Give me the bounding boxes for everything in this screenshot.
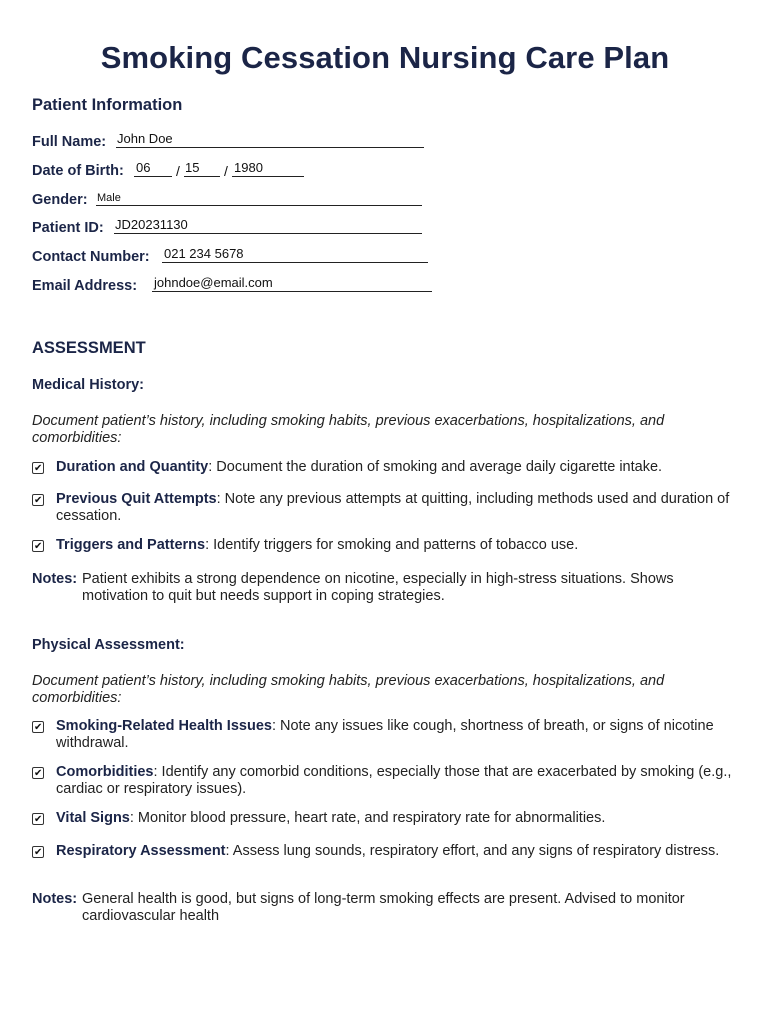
dob-day-line bbox=[184, 176, 220, 177]
physical-assessment-item[interactable] bbox=[32, 764, 732, 798]
physical-assessment-item[interactable] bbox=[32, 843, 732, 860]
patient-id-value[interactable]: JD20231130 bbox=[115, 217, 188, 232]
medical-history-notes[interactable] bbox=[32, 571, 742, 605]
medical-history-intro: Document patient’s history, including smoking habits, previous exacerbations, hospitalizations, and comorbidities: bbox=[32, 413, 665, 446]
dob-separator: / bbox=[176, 163, 180, 179]
full-name-field[interactable] bbox=[32, 128, 432, 150]
checkbox-checked-icon[interactable] bbox=[32, 462, 44, 474]
dob-month-line bbox=[134, 176, 172, 177]
page-title: Smoking Cessation Nursing Care Plan bbox=[100, 40, 670, 75]
dob-day-value[interactable]: 15 bbox=[185, 160, 200, 175]
checkbox-checked-icon[interactable] bbox=[32, 846, 44, 858]
checkbox-checked-icon[interactable] bbox=[32, 494, 44, 506]
contact-number-line bbox=[162, 262, 428, 263]
physical-assessment-intro: Document patient’s history, including smoking habits, previous exacerbations, hospitalizations, and comorbidities: bbox=[32, 673, 665, 706]
full-name-line bbox=[116, 147, 424, 148]
gender-field[interactable] bbox=[32, 186, 432, 208]
notes-text[interactable]: Patient exhibits a strong dependence on nicotine, especially in high-stress situations. Shows motivation to quit but needs support in coping strategies. bbox=[82, 571, 674, 604]
item-text: Comorbidities: Identify any comorbid conditions, especially those that are exacerbated by smoking (e.g., cardiac or respiratory issues). bbox=[56, 764, 732, 797]
medical-history-item[interactable] bbox=[32, 537, 732, 554]
checkbox-checked-icon[interactable] bbox=[32, 540, 44, 552]
item-text: Triggers and Patterns: Identify triggers for smoking and patterns of tobacco use. bbox=[56, 537, 579, 553]
item-text: Duration and Quantity: Document the duration of smoking and average daily cigarette intake. bbox=[56, 459, 663, 475]
checkbox-checked-icon[interactable] bbox=[32, 767, 44, 779]
dob-label: Date of Birth: bbox=[32, 163, 124, 179]
contact-number-value[interactable]: 021 234 5678 bbox=[164, 246, 244, 261]
physical-assessment-item[interactable] bbox=[32, 810, 732, 827]
email-address-value[interactable]: johndoe@email.com bbox=[154, 275, 273, 290]
patient-id-line bbox=[114, 233, 422, 234]
email-address-label: Email Address: bbox=[32, 278, 138, 294]
physical-assessment-item[interactable] bbox=[32, 718, 732, 752]
physical-assessment-heading: Physical Assessment: bbox=[32, 637, 185, 653]
physical-assessment-notes[interactable] bbox=[32, 891, 742, 925]
gender-value[interactable]: Male bbox=[97, 192, 121, 204]
patient-id-label: Patient ID: bbox=[32, 220, 104, 236]
dob-separator: / bbox=[224, 163, 228, 179]
date-of-birth-field[interactable] bbox=[32, 157, 332, 179]
dob-year-line bbox=[232, 176, 304, 177]
dob-month-value[interactable]: 06 bbox=[136, 160, 151, 175]
medical-history-item[interactable] bbox=[32, 459, 732, 476]
full-name-label: Full Name: bbox=[32, 134, 107, 150]
patient-id-field[interactable] bbox=[32, 214, 432, 236]
dob-year-value[interactable]: 1980 bbox=[234, 160, 263, 175]
checkbox-checked-icon[interactable] bbox=[32, 813, 44, 825]
email-address-line bbox=[152, 291, 432, 292]
gender-label: Gender: bbox=[32, 192, 88, 208]
gender-line bbox=[96, 205, 422, 206]
assessment-heading: ASSESSMENT bbox=[32, 339, 146, 357]
full-name-value[interactable]: John Doe bbox=[117, 131, 173, 146]
item-text: Smoking-Related Health Issues: Note any issues like cough, shortness of breath, or signs of nicotine withdrawal. bbox=[56, 718, 714, 751]
item-text: Previous Quit Attempts: Note any previous attempts at quitting, including methods used and duration of cessation. bbox=[56, 491, 730, 524]
email-address-field[interactable] bbox=[32, 272, 434, 294]
contact-number-label: Contact Number: bbox=[32, 249, 150, 265]
notes-text[interactable]: General health is good, but signs of long-term smoking effects are present. Advised to monitor cardiovascular health bbox=[82, 891, 685, 924]
checkbox-checked-icon[interactable] bbox=[32, 721, 44, 733]
item-text: Respiratory Assessment: Assess lung sounds, respiratory effort, and any signs of respiratory distress. bbox=[56, 843, 720, 859]
medical-history-heading: Medical History: bbox=[32, 377, 144, 393]
contact-number-field[interactable] bbox=[32, 243, 432, 265]
patient-information-heading: Patient Information bbox=[32, 96, 183, 114]
notes-label: Notes: bbox=[32, 571, 78, 587]
medical-history-item[interactable] bbox=[32, 491, 732, 525]
notes-label: Notes: bbox=[32, 891, 78, 907]
item-text: Vital Signs: Monitor blood pressure, heart rate, and respiratory rate for abnormalities. bbox=[56, 810, 606, 826]
